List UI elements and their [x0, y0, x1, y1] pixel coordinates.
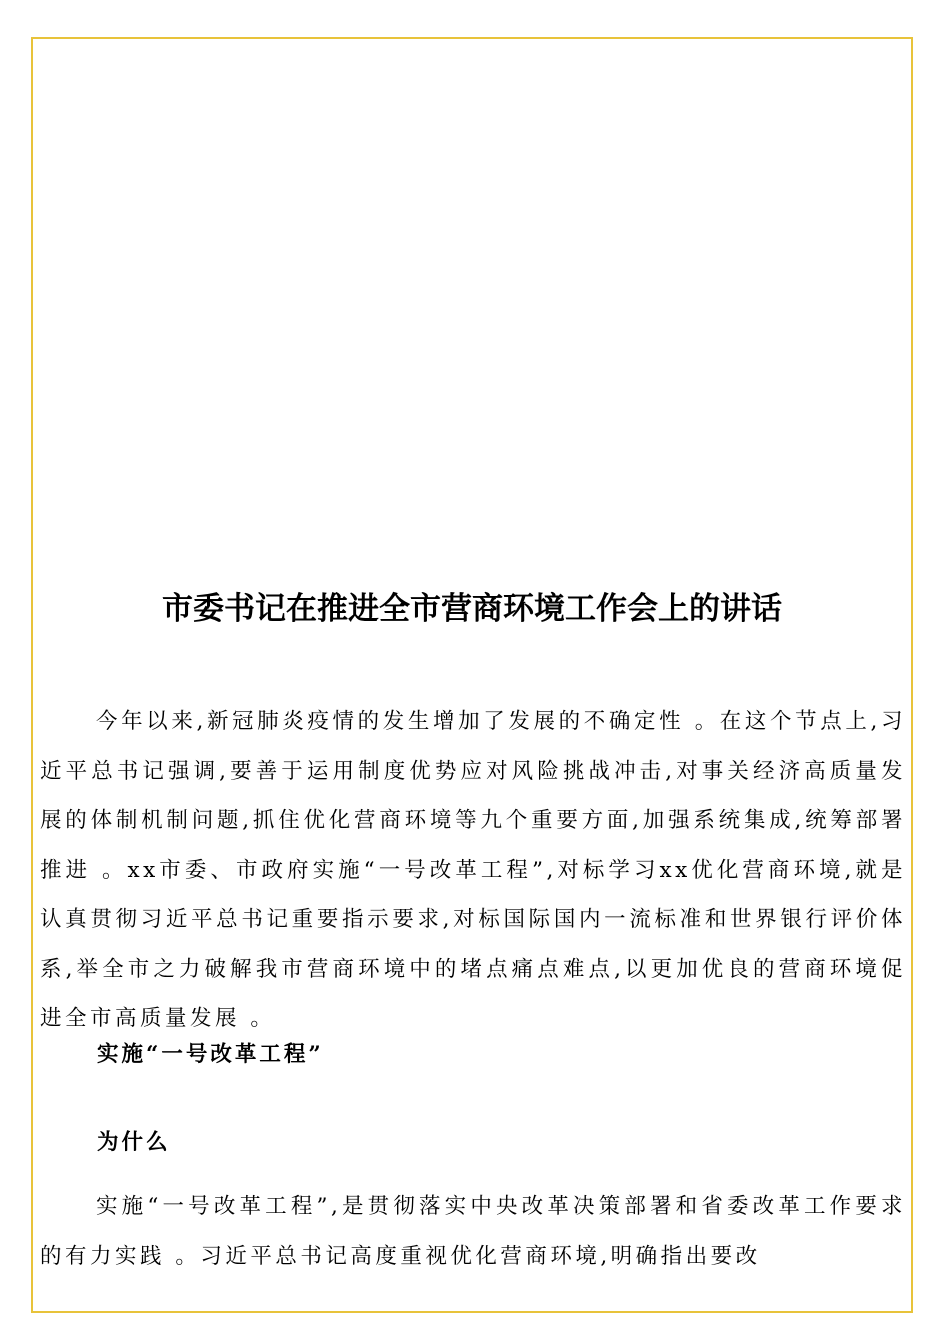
- section-heading-2: 为什么: [97, 1130, 171, 1155]
- body-paragraph-1: 今年以来,新冠肺炎疫情的发生增加了发展的不确定性 。在这个节点上,习近平总书记强调,要善于运用制度优势应对风险挑战冲击,对事关经济高质量发展的体制机制问题,抓住优化营商环境等九个重要方面,加强系统集成,统筹部署推进 。xx市委、市政府实施“一号改革工程”,对标学习xx优化营商环境,就是认真贯彻习近平总书记重要指示要求,对标国际国内一流标准和世界银行评价体系,举全市之力破解我市营商环境中的堵点痛点难点,以更加优良的营商环境促进全市高质量发展 。: [40, 709, 906, 1031]
- document-title: 市委书记在推进全市营商环境工作会上的讲话: [162, 591, 782, 627]
- body-paragraph-2: 实施“一号改革工程”,是贯彻落实中央改革决策部署和省委改革工作要求的有力实践 。习近平总书记高度重视优化营商环境,明确指出要改: [40, 1194, 906, 1269]
- section-heading-1: 实施“一号改革工程”: [97, 1042, 324, 1067]
